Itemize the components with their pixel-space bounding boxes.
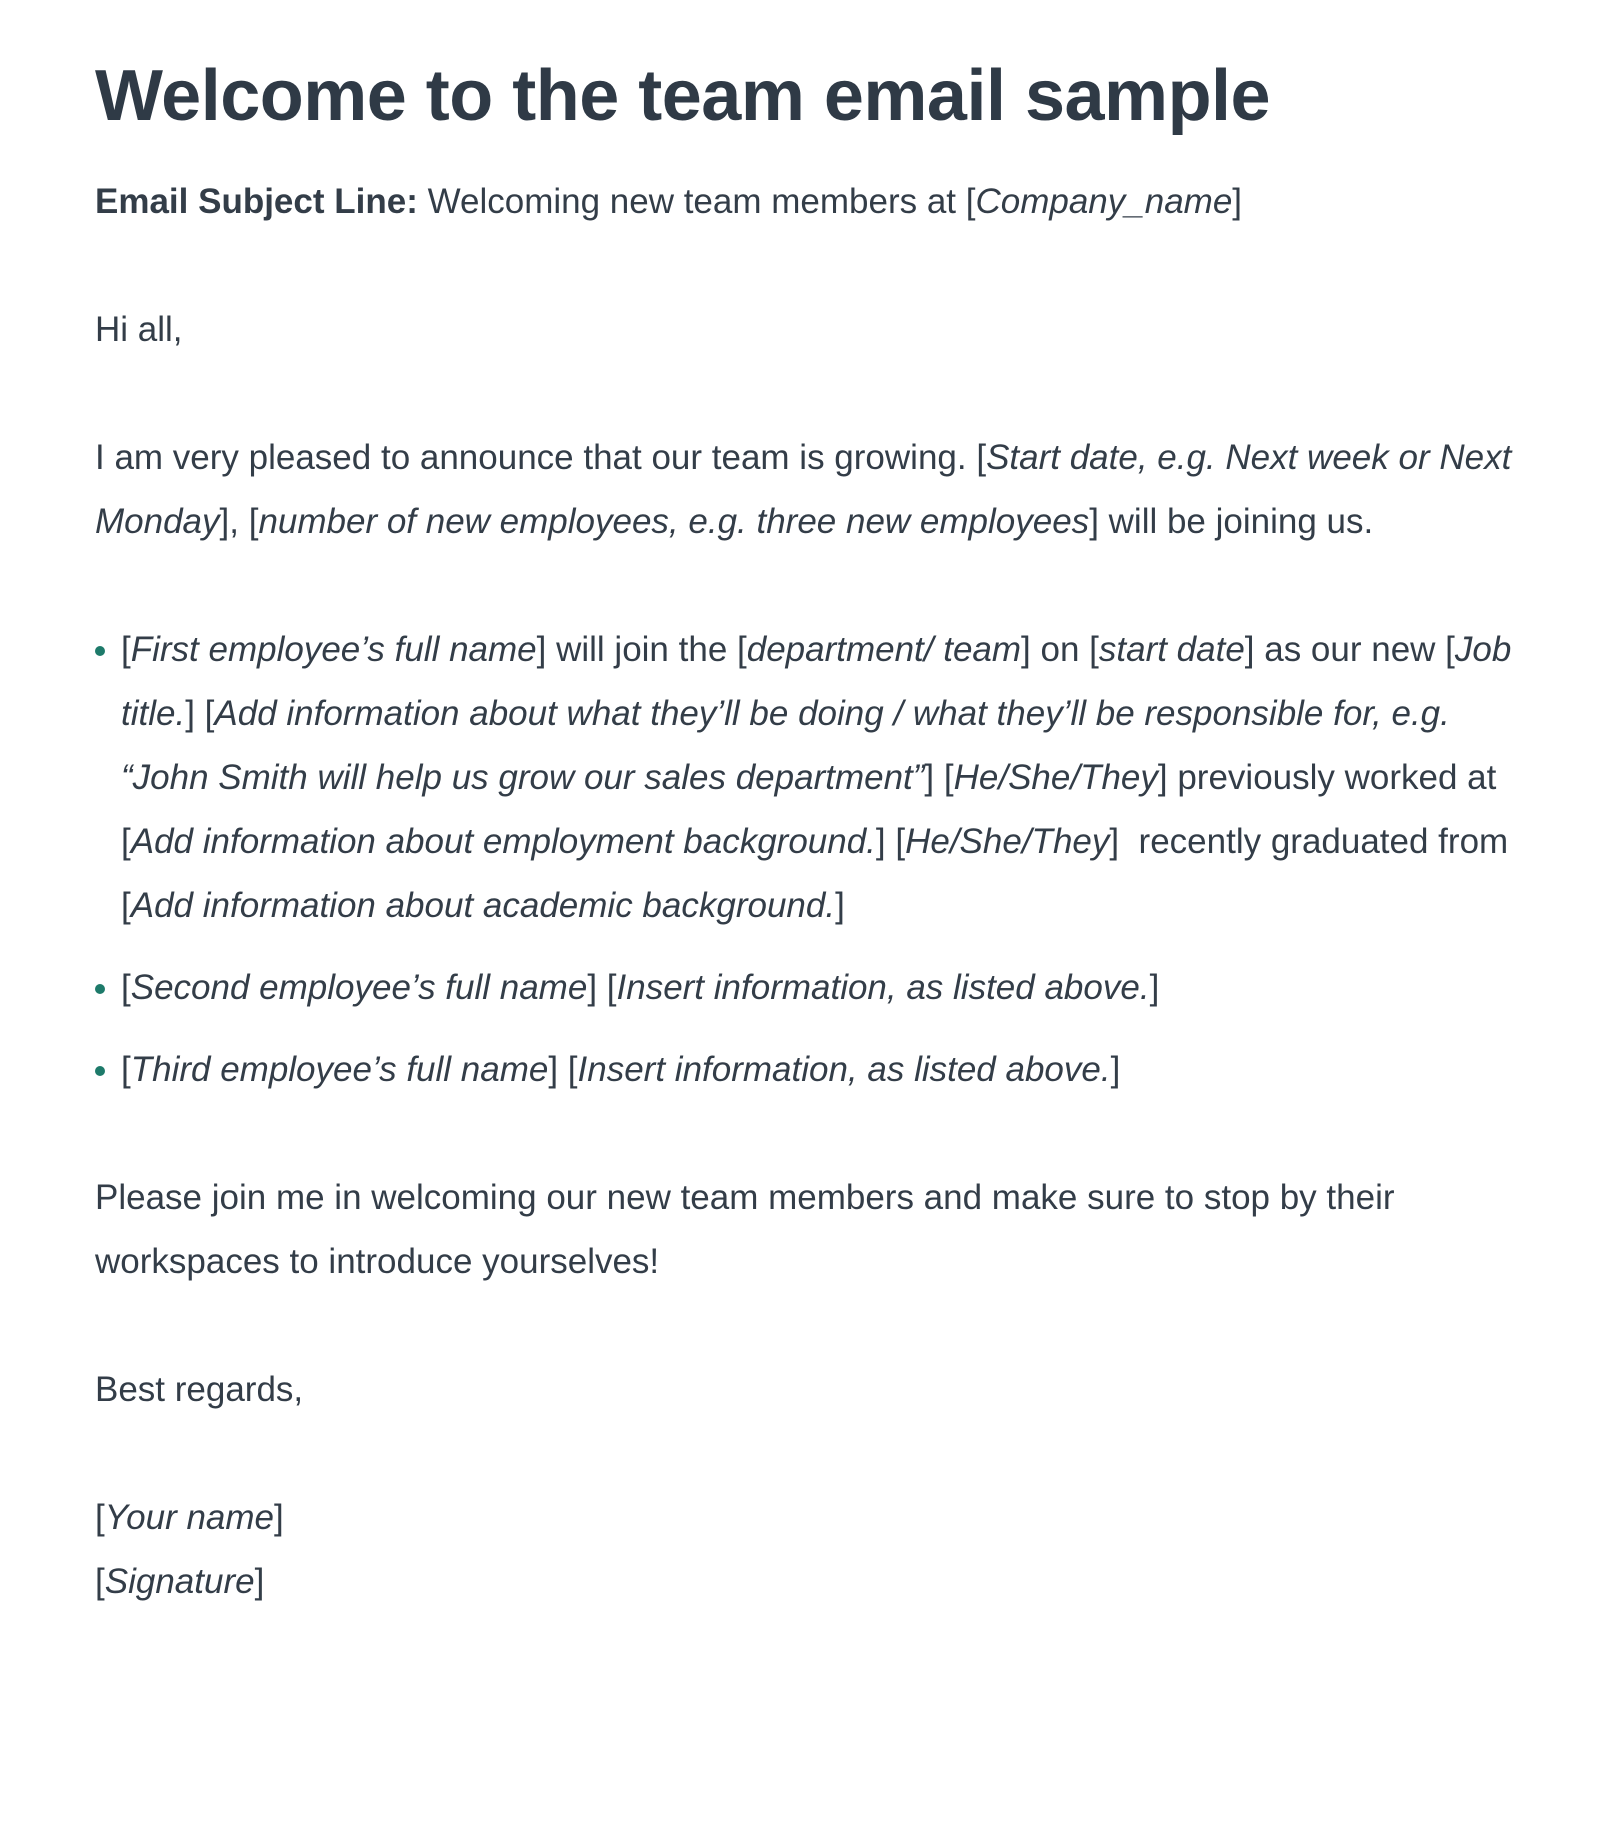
signature-placeholder: Signature <box>104 1562 255 1601</box>
item-text: ] <box>1149 968 1160 1007</box>
item-text: ] <box>835 886 845 925</box>
item-text: ] [ <box>924 758 954 797</box>
subject-label: Email Subject Line: <box>95 182 418 221</box>
item-text: ] [ <box>587 968 617 1007</box>
item-text: ] on [ <box>1021 630 1099 669</box>
bracket: ] <box>274 1498 284 1537</box>
subject-bracket: ] <box>1232 182 1243 221</box>
subject-text: Welcoming new team members at [ <box>417 182 976 221</box>
job-title-placeholder: Job title. <box>121 630 1512 733</box>
start-date-placeholder: Start date, e.g. Next week or Next Monday <box>95 438 1512 541</box>
item-text: [ <box>121 630 131 669</box>
bracket: ] <box>254 1562 265 1601</box>
your-name-line <box>95 1486 1517 1550</box>
signature-line <box>95 1550 1517 1614</box>
item-text: ] previously worked at [ <box>121 758 1497 861</box>
your-name-placeholder: Your name <box>104 1498 275 1537</box>
pronoun-placeholder: He/She/They <box>953 758 1158 797</box>
company-name-placeholder: Company_name <box>975 182 1233 221</box>
employee-list <box>95 618 1517 1102</box>
intro-text: ] will be joining us. <box>1089 502 1374 541</box>
intro-paragraph <box>95 426 1517 554</box>
third-employee-name-placeholder: Third employee’s full name <box>130 1050 549 1089</box>
item-text: [ <box>121 1050 131 1089</box>
bullet-icon <box>95 1066 105 1076</box>
intro-text: I am very pleased to announce that our team is growing. [ <box>95 438 987 477</box>
first-employee-name-placeholder: First employee’s full name <box>130 630 537 669</box>
bracket: [ <box>95 1498 105 1537</box>
item-text: ] [ <box>875 822 906 861</box>
insert-information-placeholder: Insert information, as listed above. <box>577 1050 1111 1089</box>
item-text: ] recently graduated from [ <box>121 822 1518 925</box>
item-text: ] as our new [ <box>1244 630 1455 669</box>
employment-background-placeholder: Add information about employment background. <box>130 822 876 861</box>
department-placeholder: department/ team <box>746 630 1022 669</box>
item-text: ] <box>1110 1050 1121 1089</box>
bracket: [ <box>95 1562 105 1601</box>
item-text: ] [ <box>185 694 215 733</box>
subject-line <box>95 170 1517 234</box>
item-text: ] [ <box>548 1050 578 1089</box>
best-regards: Best regards, <box>95 1370 304 1409</box>
list-item-first-employee <box>95 618 1517 938</box>
academic-background-placeholder: Add information about academic background. <box>130 886 836 925</box>
intro-text: ], [ <box>219 502 259 541</box>
closing-paragraph: Please join me in welcoming our new team members and make sure to stop by their workspaces to introduce yourselves! <box>95 1178 1395 1281</box>
start-date-placeholder: start date <box>1098 630 1245 669</box>
insert-information-placeholder: Insert information, as listed above. <box>616 968 1150 1007</box>
number-of-employees-placeholder: number of new employees, e.g. three new employees <box>258 502 1090 541</box>
page-title: Welcome to the team email sample <box>95 56 1271 136</box>
list-item-second-employee <box>95 956 1517 1020</box>
greeting: Hi all, <box>95 310 183 349</box>
item-text: [ <box>121 968 131 1007</box>
bullet-icon <box>95 646 105 656</box>
bullet-icon <box>95 984 105 994</box>
list-item-third-employee <box>95 1038 1517 1102</box>
second-employee-name-placeholder: Second employee’s full name <box>130 968 588 1007</box>
signoff-block <box>95 1486 1517 1614</box>
responsibilities-placeholder: Add information about what they’ll be doing / what they’ll be responsible for, e.g. “John Smith will help us grow our sales department” <box>121 694 1450 797</box>
item-text: ] will join the [ <box>536 630 747 669</box>
pronoun-placeholder: He/She/They <box>905 822 1110 861</box>
